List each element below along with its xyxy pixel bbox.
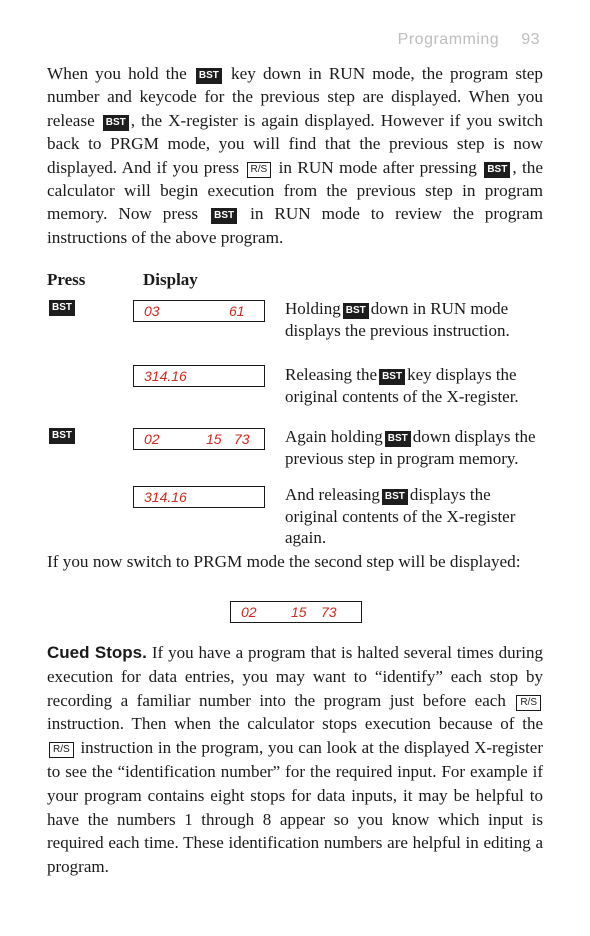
bst-key-icon: BST — [484, 162, 510, 178]
cued-text: instruction in the program, you can look at the displayed X-register to see the “identification number” for the required input. For example if your program contains eight stops for data inputs, it may be helpful to have the numbers 1 through 8 appear so you know which input is required each time. These identification numbers are helpful in editing a program. — [47, 738, 544, 877]
bst-key-icon: BST — [103, 115, 129, 131]
section-title: Programming — [397, 31, 500, 48]
running-header — [398, 31, 540, 49]
table-row-description — [285, 298, 543, 341]
desc-text: key displays the original contents of the X-register. — [285, 365, 519, 406]
cued-text: If you have a program that is halted several times during execution for data entries, you may want to “identify” each stop by recording a familiar number into the program just before each — [47, 643, 544, 710]
bst-key-icon: BST — [343, 303, 369, 319]
desc-text: displays the original contents of the X-register again. — [285, 485, 516, 547]
desc-text: Again holding — [285, 427, 383, 446]
display-readout — [133, 300, 265, 322]
intro-text: key down in RUN mode, the program step number and keycode for the previous step are displayed. When you release — [47, 64, 544, 130]
intro-paragraph — [47, 62, 543, 249]
cued-stops-paragraph — [47, 641, 543, 879]
bst-key-icon: BST — [382, 489, 408, 505]
intro-text: , the X-register is again displayed. However if you switch back to PRGM mode, you will find that the previous step is now displayed. And if you press — [47, 110, 544, 177]
intro-text: in RUN mode to review the program instructions of the above program. — [47, 204, 544, 247]
display-value: 73 — [234, 431, 250, 447]
table-row-description — [285, 426, 543, 469]
bst-key-icon: BST — [379, 369, 405, 385]
display-value: 02 — [144, 431, 160, 447]
page-number: 93 — [521, 31, 540, 48]
bst-key-icon: BST — [49, 300, 75, 316]
bst-key-icon: BST — [196, 68, 222, 84]
desc-text: Holding — [285, 299, 341, 318]
display-value: 15 — [291, 604, 307, 620]
intro-text: When you hold the — [47, 64, 187, 83]
bst-key-icon: BST — [211, 208, 237, 224]
display-readout — [133, 428, 265, 450]
rs-key-icon: R/S — [49, 742, 74, 758]
display-value: 03 — [144, 303, 160, 319]
display-value: 15 — [206, 431, 222, 447]
desc-text: down in RUN mode displays the previous instruction. — [285, 299, 510, 340]
press-column-header: Press — [47, 270, 86, 289]
section-heading: Cued Stops. — [47, 643, 147, 662]
display-value: 02 — [241, 604, 257, 620]
intro-text: in RUN mode after pressing — [278, 157, 477, 177]
display-readout — [133, 486, 265, 508]
table-row-description — [285, 484, 543, 549]
display-value: 73 — [321, 604, 337, 620]
display-column-header: Display — [143, 270, 198, 289]
display-value: 314.16 — [144, 489, 187, 505]
desc-text: down displays the previous step in program memory. — [285, 427, 536, 468]
prgm-display-readout — [230, 601, 362, 623]
display-value: 314.16 — [144, 368, 187, 384]
bst-key-icon: BST — [49, 428, 75, 444]
display-value: 61 — [229, 303, 245, 319]
cued-text: instruction. Then when the calculator stops execution because of the — [47, 714, 543, 734]
intro-text: , the calculator will begin execution from the previous step in program memory. Now press — [47, 157, 544, 224]
table-row-description — [285, 364, 543, 407]
rs-key-icon: R/S — [247, 162, 272, 178]
bst-key-icon: BST — [385, 431, 411, 447]
desc-text: Releasing the — [285, 365, 378, 384]
rs-key-icon: R/S — [516, 695, 541, 711]
desc-text: And releasing — [285, 485, 380, 504]
switch-paragraph: If you now switch to PRGM mode the second step will be displayed: — [47, 552, 521, 571]
display-readout — [133, 365, 265, 387]
